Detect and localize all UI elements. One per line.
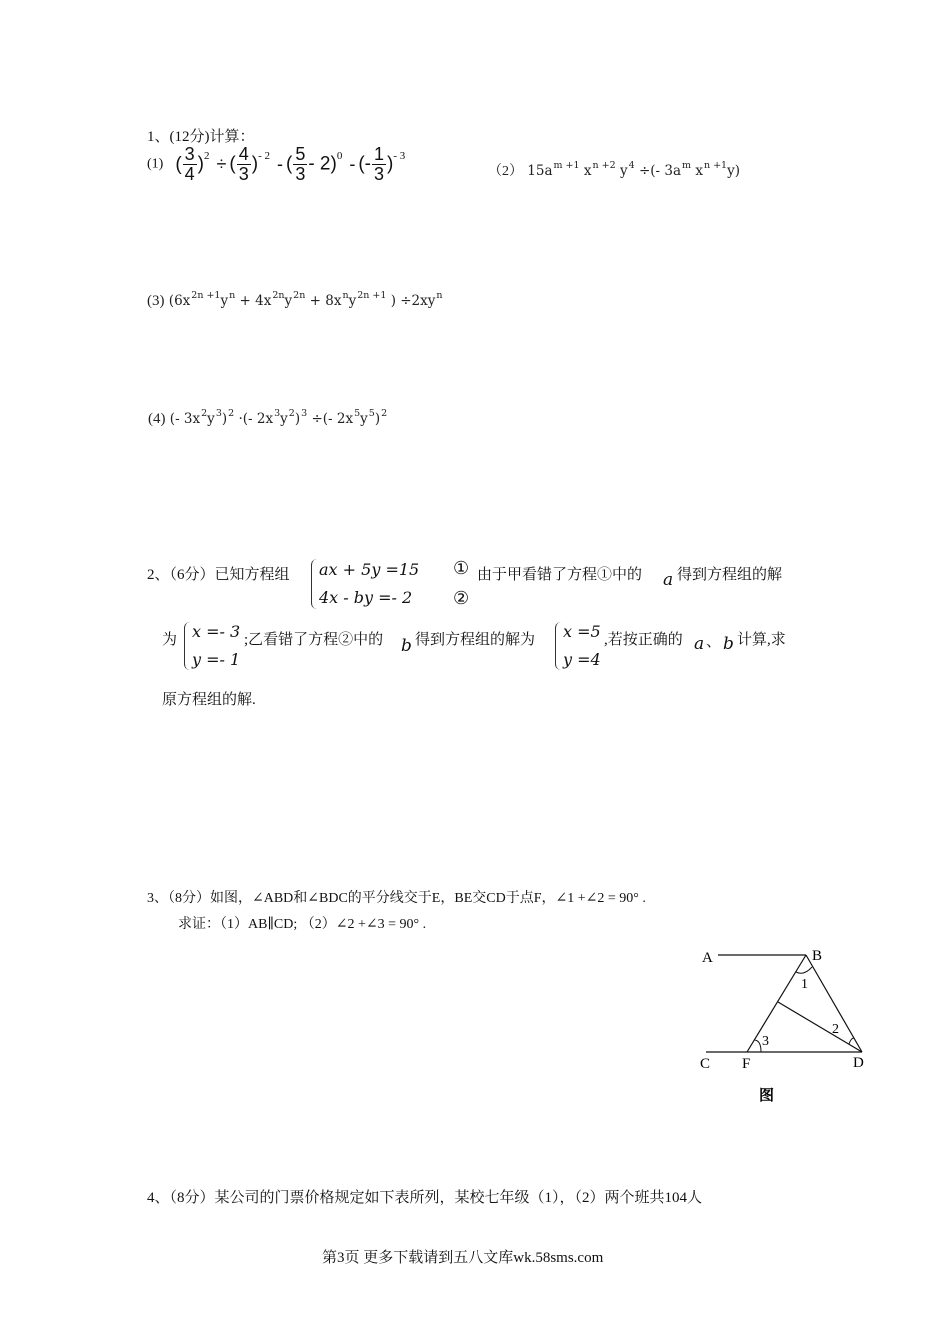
q1-part3: (3) ($6x^{2n +1}y^n + 4x^{2n}y^{2n} + 8x^ny^{2n +1}$ ) $\div 2xy^n$ <box>147 290 443 309</box>
angle-3-arc <box>754 1040 761 1052</box>
label-f: F <box>742 1056 751 1072</box>
q1-part1: (1) ( $\frac{3}{4}$ )$^2$ ÷ ( $\frac{4}{3}$ )$^{- 2}$ - ( $\frac{5}{3}$ - 2)$^0$ - (- $\frac{1}{3}$ )$^{- 3}$ <box>147 144 406 184</box>
q2-text6: ,若按正确的 <box>604 632 683 648</box>
q2-var-b: b <box>401 636 412 656</box>
q2-text2: 得到方程组的解 <box>677 567 783 583</box>
q2-text4: ;乙看错了方程②中的 <box>244 632 384 648</box>
q2-lead: 2、（6分）已知方程组 <box>147 567 290 583</box>
q2-text8: 计算,求 <box>737 632 786 648</box>
q2-sol1-brace <box>184 622 190 670</box>
label-d: D <box>853 1055 864 1071</box>
angle-label-1: 1 <box>801 977 808 992</box>
q2-text9: 原方程组的解. <box>162 692 256 708</box>
line-bf <box>747 955 806 1052</box>
q2-sol1-y: y =- 1 <box>192 650 241 669</box>
q2-marker1: ① <box>453 558 470 578</box>
q2-sol1-x: x =- 3 <box>192 622 241 641</box>
q2-text5: 得到方程组的解为 <box>415 632 536 648</box>
q2-marker2: ② <box>453 588 470 608</box>
q2-sol2-y: y =4 <box>563 650 601 669</box>
q3-line2: 求证：（1）AB∥CD; （2）∠2 +∠3 = 90° . <box>178 917 427 932</box>
line-de <box>778 1002 862 1052</box>
geometry-figure <box>690 940 890 1110</box>
q2-text1: 由于甲看错了方程①中的 <box>477 567 643 583</box>
q2-var-a2: a <box>694 634 705 654</box>
label-b: B <box>812 948 823 964</box>
q1-part2: （2） $15a^{m +1}$ $x^{n +2}$ $y^4$ ÷(- $3a^m$ $x^{n +1}y$) <box>488 160 741 179</box>
q3-line1: 3、（8分）如图，∠ABD和∠BDC的平分线交于E，BE交CD于点F，∠1 +∠2 = 90° . <box>147 891 646 906</box>
angle-label-2: 2 <box>832 1022 839 1037</box>
figure-caption: 图 <box>759 1088 775 1104</box>
q2-var-a: a <box>663 570 674 590</box>
angle-2-arc <box>849 1038 854 1044</box>
label-a: A <box>702 950 713 966</box>
q4-line1: 4、（8分）某公司的门票价格规定如下表所列，某校七年级（1），（2）两个班共104人 <box>147 1190 703 1206</box>
q2-eq1: ax + 5y =15 <box>319 560 420 579</box>
angle-label-3: 3 <box>762 1034 769 1049</box>
q2-text3: 为 <box>162 632 178 648</box>
q2-var-b2: b <box>723 634 734 654</box>
label-c: C <box>700 1056 711 1072</box>
page-footer: 第3页 更多下载请到五八文库wk.58sms.com <box>322 1250 604 1266</box>
line-bd <box>806 955 862 1052</box>
q1-heading: 1、(12分)计算： <box>147 129 255 145</box>
q2-sol2-x: x =5 <box>563 622 601 641</box>
q2-eq2: 4x - by =- 2 <box>319 588 413 607</box>
q2-text7: 、 <box>706 634 722 650</box>
q2-system-brace <box>311 559 317 609</box>
q2-sol2-brace <box>555 622 561 670</box>
q1-part4: (4) (- $3x^2y^3)^2$ ·(- $2x^3y^2)^3$ ÷(- $2x^5y^5)^2$ <box>148 408 388 427</box>
